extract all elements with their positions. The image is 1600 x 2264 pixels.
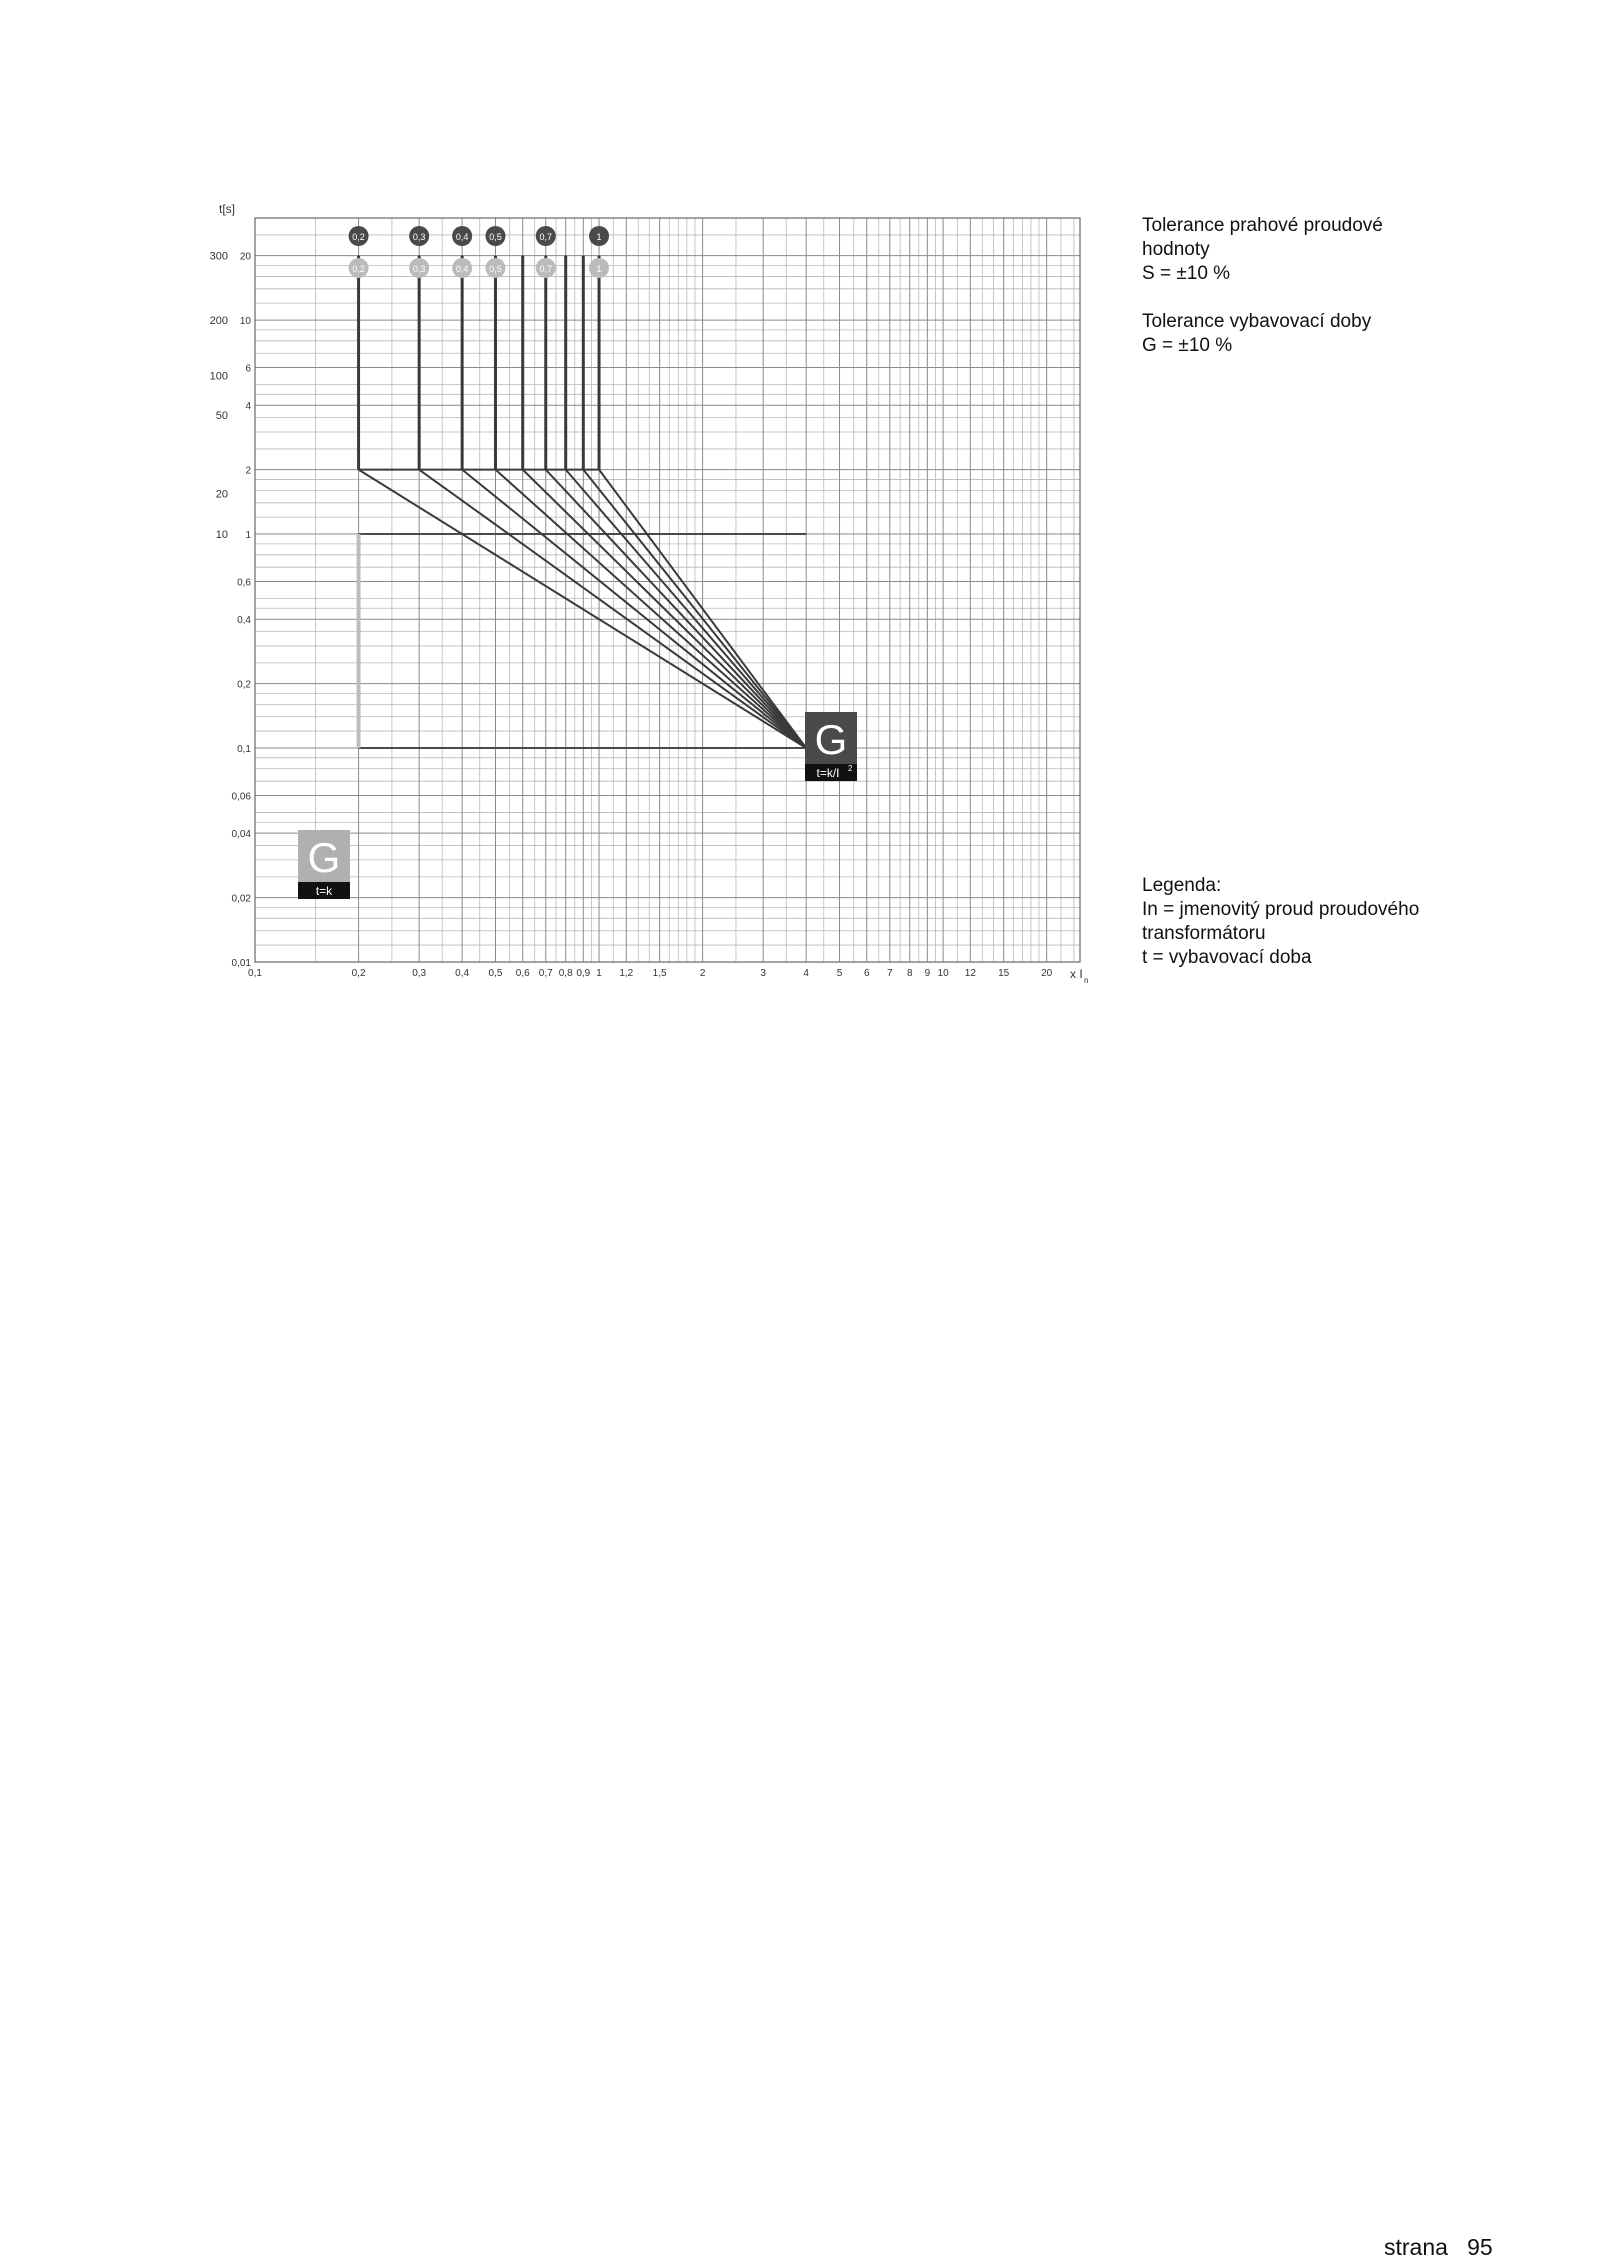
y-tick-label: 6 bbox=[245, 363, 251, 375]
x-tick-label: 1,5 bbox=[652, 968, 667, 979]
x-tick-label: 2 bbox=[699, 968, 706, 979]
x-tick-label: 0,7 bbox=[538, 968, 553, 979]
time-tolerance-value: G = ±10 % bbox=[1142, 335, 1233, 356]
page-number: strana 95 bbox=[1384, 2234, 1493, 2260]
setting-marker-dark-label: 1 bbox=[596, 232, 602, 242]
y-secondary-label: 50 bbox=[215, 410, 228, 423]
x-tick-label: 0,9 bbox=[576, 968, 591, 979]
x-tick-label: 0,2 bbox=[351, 968, 366, 979]
x-tick-label: 1,2 bbox=[619, 968, 634, 979]
y-secondary-label: 100 bbox=[209, 370, 228, 383]
x-tick-label: 6 bbox=[863, 968, 870, 979]
y-tick-label: 1 bbox=[245, 530, 251, 542]
x-axis-label-sub: n bbox=[1084, 976, 1089, 985]
x-tick-label: 0,5 bbox=[488, 968, 503, 979]
setting-marker-dark-label: 0,4 bbox=[455, 232, 469, 242]
y-tick-label: 20 bbox=[239, 251, 251, 263]
setting-marker-light-label: 0,7 bbox=[539, 264, 553, 274]
y-tick-label: 0,4 bbox=[237, 615, 251, 627]
y-secondary-label: 10 bbox=[215, 529, 228, 542]
y-tick-label: 0,04 bbox=[231, 829, 251, 841]
threshold-tolerance-value: S = ±10 % bbox=[1142, 263, 1231, 284]
x-tick-label: 0,3 bbox=[412, 968, 427, 979]
x-tick-label: 10 bbox=[937, 968, 949, 979]
y-tick-label: 0,01 bbox=[231, 958, 251, 969]
inverse-time-line bbox=[359, 470, 807, 748]
y-secondary-label: 300 bbox=[209, 250, 228, 263]
y-tick-label: 0,06 bbox=[231, 791, 251, 803]
legend-block bbox=[1142, 874, 1419, 970]
x-tick-label: 12 bbox=[964, 968, 976, 979]
y-tick-label: 2 bbox=[245, 465, 251, 477]
g-box-inverse-label-sup: 2 bbox=[848, 764, 853, 773]
x-tick-label: 15 bbox=[998, 968, 1010, 979]
y-tick-label: 0,6 bbox=[237, 577, 251, 589]
g-box-constant-letter: G bbox=[307, 834, 341, 881]
x-tick-label: 0,8 bbox=[558, 968, 573, 979]
x-tick-label: 20 bbox=[1041, 968, 1053, 979]
x-tick-label: 4 bbox=[803, 968, 809, 979]
trip-curve-chart bbox=[0, 0, 1100, 1000]
y-secondary-label: 200 bbox=[209, 315, 228, 328]
threshold-tolerance-title: Tolerance prahové proudové bbox=[1142, 215, 1383, 236]
legend-line-in-cont: transformátoru bbox=[1142, 923, 1266, 944]
x-tick-label: 0,4 bbox=[455, 968, 470, 979]
setting-marker-light-label: 0,3 bbox=[412, 264, 426, 274]
legend-line-t: t = vybavovací doba bbox=[1142, 947, 1312, 968]
inverse-time-line bbox=[462, 470, 806, 748]
y-tick-label: 4 bbox=[245, 401, 251, 413]
x-tick-label: 0,6 bbox=[515, 968, 530, 979]
setting-marker-dark-label: 0,2 bbox=[352, 232, 365, 242]
x-tick-label: 7 bbox=[887, 968, 893, 979]
y-tick-label: 0,2 bbox=[237, 679, 251, 691]
x-tick-label: 9 bbox=[924, 968, 931, 979]
x-tick-label: 3 bbox=[760, 968, 766, 979]
tolerance-notes bbox=[1142, 214, 1383, 358]
legend-line-in: In = jmenovitý proud proudového bbox=[1142, 899, 1420, 920]
y-tick-label: 0,02 bbox=[231, 893, 251, 905]
x-tick-label: 8 bbox=[906, 968, 913, 979]
setting-marker-dark-label: 0,7 bbox=[539, 232, 553, 242]
y-tick-label: 0,1 bbox=[237, 744, 251, 756]
setting-marker-light-label: 0,5 bbox=[489, 264, 502, 274]
setting-marker-dark-label: 0,3 bbox=[412, 232, 426, 242]
x-tick-label: 0,1 bbox=[248, 968, 262, 979]
inverse-time-line bbox=[546, 470, 806, 748]
inverse-time-line bbox=[495, 470, 806, 748]
g-box-constant-label: t=k bbox=[315, 884, 333, 898]
setting-marker-light-label: 0,2 bbox=[352, 264, 365, 274]
setting-marker-dark-label: 0,5 bbox=[489, 232, 502, 242]
x-tick-label: 1 bbox=[596, 968, 602, 979]
g-box-inverse-label: t=k/I bbox=[816, 766, 840, 780]
y-tick-label: 10 bbox=[239, 316, 251, 328]
setting-marker-light-label: 1 bbox=[596, 264, 602, 274]
y-secondary-label: 20 bbox=[215, 488, 228, 501]
setting-marker-light-label: 0,4 bbox=[455, 264, 469, 274]
y-axis-label: t[s] bbox=[219, 202, 236, 216]
x-axis-label: x I bbox=[1070, 967, 1083, 981]
inverse-time-line bbox=[566, 470, 806, 748]
inverse-time-line bbox=[419, 470, 806, 748]
threshold-tolerance-title-2: hodnoty bbox=[1142, 239, 1210, 260]
g-box-inverse-letter: G bbox=[814, 716, 848, 763]
legend-title: Legenda: bbox=[1142, 875, 1222, 896]
x-tick-label: 5 bbox=[836, 968, 843, 979]
time-tolerance-title: Tolerance vybavovací doby bbox=[1142, 311, 1372, 332]
